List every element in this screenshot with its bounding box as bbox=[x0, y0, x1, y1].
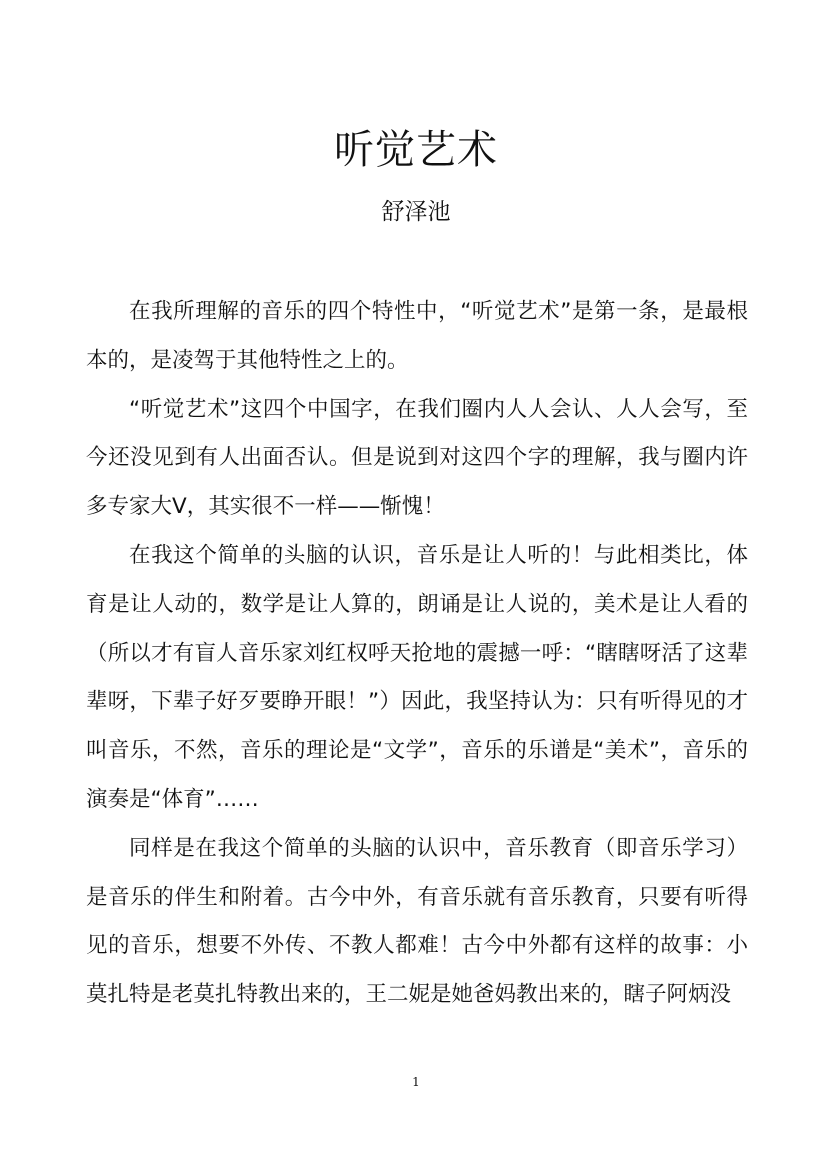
paragraph: 在我这个简单的头脑的认识，音乐是让人听的！与此相类比，体育是让人动的，数学是让人算的，朗诵是让人说的，美术是让人看的（所以才有盲人音乐家刘红权呼天抢地的震撼一呼：“瞎瞎呀活了这辈辈呀，下辈子好歹要睁开眼！”）因此，我坚持认为：只有听得见的才叫音乐，不然，音乐的理论是“文学”，音乐的乐谱是“美术”，音乐的演奏是“体育”…… bbox=[86, 542, 748, 812]
document-title: 听觉艺术 bbox=[334, 127, 498, 173]
paragraph: 在我所理解的音乐的四个特性中，“听觉艺术”是第一条，是最根本的，是凌驾于其他特性之上的。 bbox=[86, 299, 748, 373]
article-body bbox=[86, 288, 748, 1020]
author-name: 舒泽池 bbox=[381, 199, 451, 225]
page-number: 1 bbox=[412, 1075, 420, 1089]
paragraph: “听觉艺术”这四个中国字，在我们圈内人人会认、人人会写，至今还没见到有人出面否认。但是说到对这四个字的理解，我与圈内许多专家大V，其实很不一样——惭愧！ bbox=[86, 396, 748, 520]
paragraph: 同样是在我这个简单的头脑的认识中，音乐教育（即音乐学习）是音乐的伴生和附着。古今中外，有音乐就有音乐教育，只要有听得见的音乐，想要不外传、不教人都难！古今中外都有这样的故事：小莫扎特是老莫扎特教出来的，王二妮是她爸妈教出来的，瞎子阿炳没 bbox=[86, 835, 748, 1008]
